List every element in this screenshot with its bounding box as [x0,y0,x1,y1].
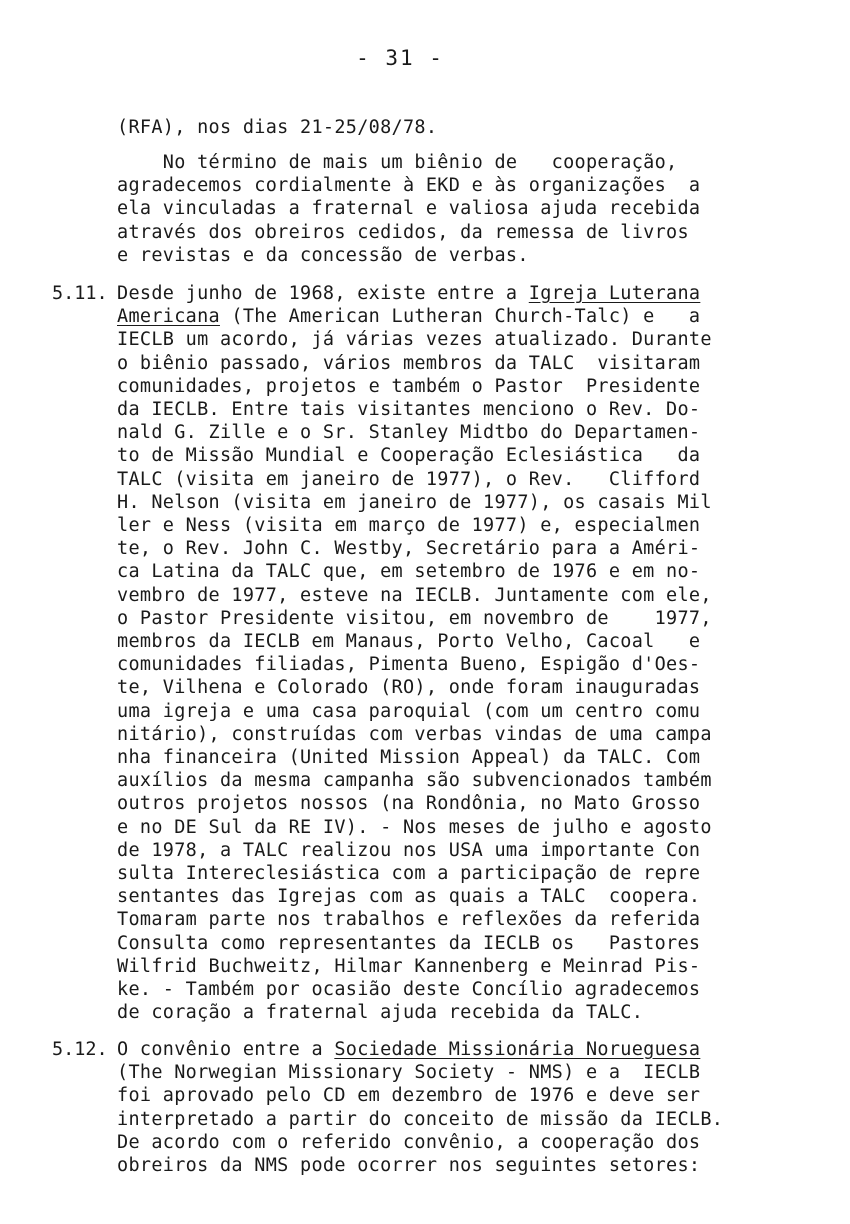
text-line: comunidades, projetos e também o Pastor Presidente [117,375,701,397]
text-line: interpretado a partir do conceito de missão da IECLB. [117,1108,724,1130]
text-span: Desde junho de 1968, existe entre a [117,283,529,304]
underlined-term: Igreja Luterana [528,283,701,304]
text-line: TALC (visita em janeiro de 1977), o Rev. Clifford [117,468,701,490]
text-line: e revistas e da concessão de verbas. [117,244,529,266]
text-span: (The American Lutheran Church-Talc) e a [219,306,701,328]
text-line: ela vinculadas a fraternal e valiosa ajuda recebida [117,198,701,220]
text-line: obreiros da NMS pode ocorrer nos seguintes setores: [117,1155,701,1176]
text-line: auxílios da mesma campanha são subvencionados também [117,770,712,792]
text-line [117,282,700,305]
text-line: ca Latina da TALC que, em setembro de 1976 e em no- [117,561,701,583]
text-line: uma igreja e uma casa paroquial (com um centro comu [117,700,701,722]
text-line [117,305,700,328]
text-line: nald G. Zille e o Sr. Stanley Midtbo do Departamen- [117,422,701,444]
text-line: membros da IECLB em Manaus, Porto Velho, Cacoal e [117,631,701,652]
text-span: O convênio entre a [117,1039,335,1060]
page-number: - 31 - [356,46,444,70]
underlined-term: Sociedade Missionária Norueguesa [334,1039,701,1060]
text-line: ke. - Também por ocasião deste Concílio agradecemos [117,979,701,1000]
text-line: te, Vilhena e Colorado (RO), onde foram inauguradas [117,677,701,699]
text-line: ler e Ness (visita em março de 1977) e, especialmen [117,515,701,536]
text-line: agradecemos cordialmente à EKD e às organizações a [117,175,701,197]
text-line: e no DE Sul da RE IV). - Nos meses de julho e agosto [117,816,712,838]
text-line: sentantes das Igrejas com as quais a TALC coopera. [117,886,701,908]
text-line: outros projetos nossos (na Rondônia, no Mato Grosso [117,793,701,815]
text-line: de 1978, a TALC realizou nos USA uma importante Con [117,839,701,861]
text-line: de coração a fraternal ajuda recebida da TALC. [117,1002,644,1024]
text-line: o biênio passado, vários membros da TALC visitaram [117,352,701,374]
text-line: Wilfrid Buchweitz, Hilmar Kannenberg e Meinrad Pis- [117,955,701,977]
text-line: nitário), construídas com verbas vindas de uma campa [117,723,712,745]
section-number: 5.11. [52,283,108,304]
text-line: comunidades filiadas, Pimenta Bueno, Espigão d'Oes- [117,654,701,676]
text-line: No término de mais um biênio de cooperação, [117,152,678,173]
text-line: te, o Rev. John C. Westby, Secretário para a Améri- [117,538,701,560]
text-line: foi aprovado pelo CD em dezembro de 1976 e deve ser [117,1085,701,1107]
text-line: sulta Intereclesiástica com a participação de repre [117,863,701,884]
text-line: Consulta como representantes da IECLB os Pastores [117,932,701,954]
text-line: nha financeira (United Mission Appeal) da TALC. Com [117,747,701,768]
text-line: o Pastor Presidente visitou, em novembro de 1977, [117,607,712,629]
text-line: IECLB um acordo, já várias vezes atualizado. Durante [117,329,712,351]
text-line: (RFA), nos dias 21-25/08/78. [117,117,438,138]
underlined-term: Americana [117,306,220,328]
text-line: Tomaram parte nos trabalhos e reflexões da referida [117,909,701,931]
text-line: (The Norwegian Missionary Society - NMS) e a IECLB [117,1062,701,1084]
text-line: da IECLB. Entre tais visitantes menciono o Rev. Do- [117,399,701,420]
section-number: 5.12. [52,1039,108,1060]
text-line: H. Nelson (visita em janeiro de 1977), os casais Mil [117,491,712,513]
text-line: vembro de 1977, esteve na IECLB. Juntamente com ele, [117,584,712,606]
text-line: De acordo com o referido convênio, a cooperação dos [117,1131,701,1153]
text-line: to de Missão Mundial e Cooperação Eclesiástica da [117,445,701,467]
text-line: através dos obreiros cedidos, da remessa de livros [117,221,689,243]
text-line [117,1038,700,1061]
